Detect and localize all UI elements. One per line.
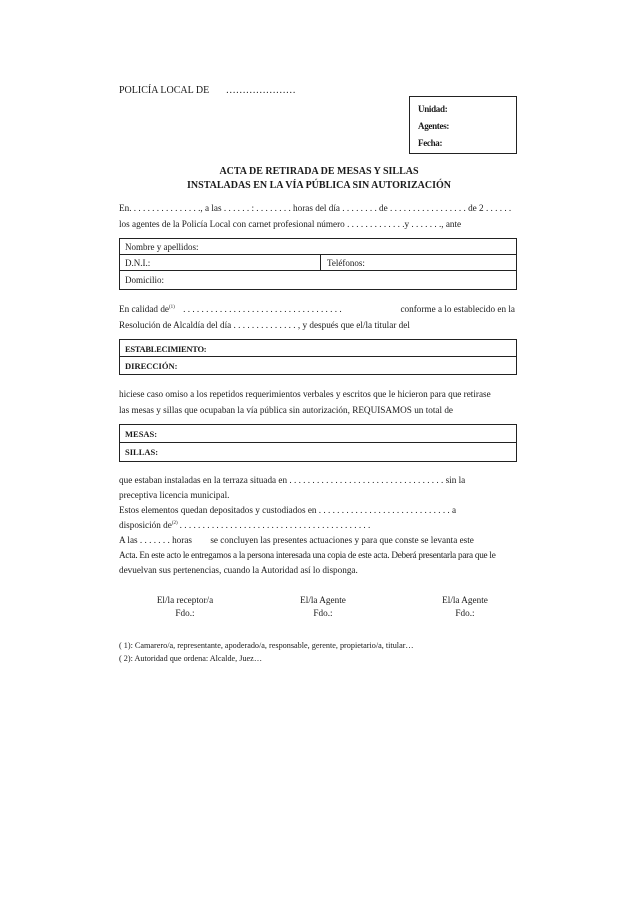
person-col-divider	[320, 255, 321, 270]
disposicion-dots: . . . . . . . . . . . . . . . . . . . . . . . . . . . . . . . . . . . . . . . . . .	[179, 520, 371, 530]
disposicion-footnote-ref: (2)	[171, 520, 178, 526]
signature-role: El/la Agente	[442, 595, 488, 605]
direccion-label: DIRECCIÓN:	[125, 361, 178, 371]
header-info-box	[409, 96, 517, 154]
body-line1: que estaban instaladas en la terraza situada en . . . . . . . . . . . . . . . . . . . . . . . . . . . . . . . . . . sin la	[119, 475, 466, 485]
mesas-label: MESAS:	[125, 429, 158, 439]
intro-line1: En. . . . . . . . . . . . . . . ., a las . . . . . . : . . . . . . . . horas del día . . . . . . . . de . . . . . . . . . . . . . . . . . de 2 . . . . . .	[119, 203, 512, 213]
signature-agente-1	[268, 595, 378, 618]
establecimiento-label: ESTABLECIMIENTO:	[125, 344, 207, 354]
telefonos-label: Teléfonos:	[327, 258, 365, 268]
calidad-footnote-ref: (1)	[169, 304, 175, 310]
calidad-prefix: En calidad de	[119, 304, 169, 314]
establishment-table	[119, 339, 517, 375]
fecha-label: Fecha:	[418, 138, 443, 148]
domicilio-label: Domicilio:	[125, 275, 164, 285]
body-line6: Acta. En este acto le entregamos a la persona interesada una copia de este acta. Deberá presentarla para que le	[119, 550, 496, 560]
intro-line2: los agentes de la Policía Local con carnet profesional número . . . . . . . . . . . . .y . . . . . . ., ante	[119, 219, 462, 229]
calidad-line1	[119, 304, 515, 314]
signature-fdo: Fdo.:	[175, 608, 195, 618]
disposicion-prefix: disposición de	[119, 520, 172, 530]
calidad-line2: Resolución de Alcaldía del día . . . . . . . . . . . . . . , y después que el/la titular del	[119, 320, 410, 330]
signature-agente-2	[410, 595, 520, 618]
policia-local-line	[119, 85, 296, 96]
dni-label: D.N.I.:	[125, 258, 151, 268]
signature-fdo: Fdo.:	[313, 608, 333, 618]
policia-dots: …………………	[225, 85, 296, 96]
signature-receptor	[130, 595, 240, 618]
body-line4	[119, 520, 370, 530]
person-row-divider-2	[120, 270, 516, 271]
sillas-label: SILLAS:	[125, 447, 159, 457]
unidad-label: Unidad:	[418, 104, 448, 114]
person-row-divider-1	[120, 254, 516, 255]
title-line1: ACTA DE RETIRADA DE MESAS Y SILLAS	[219, 166, 419, 177]
body-line5: A las . . . . . . . horas se concluyen las presentes actuaciones y para que conste se levanta este	[119, 535, 474, 545]
items-table	[119, 424, 517, 462]
body-line7: devuelvan sus pertenencias, cuando la Autoridad así lo disponga.	[119, 565, 358, 575]
title-line2: INSTALADAS EN LA VÍA PÚBLICA SIN AUTORIZACIÓN	[187, 180, 451, 191]
calidad-dots: . . . . . . . . . . . . . . . . . . . . . . . . . . . . . . . . . . .	[183, 304, 342, 314]
requisa-line1: hiciese caso omiso a los repetidos requerimientos verbales y escritos que le hicieron para que retirase	[119, 389, 491, 399]
establishment-row-divider	[120, 356, 516, 357]
policia-label: POLICÍA LOCAL DE	[119, 85, 210, 96]
footnote-2: ( 2): Autoridad que ordena: Alcalde, Juez…	[119, 654, 263, 663]
body-line3: Estos elementos quedan depositados y custodiados en . . . . . . . . . . . . . . . . . . . . . . . . . . . . . a	[119, 505, 457, 515]
items-row-divider	[120, 442, 516, 443]
person-table	[119, 238, 517, 290]
signature-role: El/la Agente	[300, 595, 346, 605]
signature-role: El/la receptor/a	[156, 595, 214, 605]
signature-fdo: Fdo.:	[455, 608, 475, 618]
footnote-1: ( 1): Camarero/a, representante, apoderado/a, responsable, gerente, propietario/a, titular…	[119, 641, 414, 650]
requisa-line2: las mesas y sillas que ocupaban la vía pública sin autorización, REQUISAMOS un total de	[119, 405, 453, 415]
calidad-suffix: conforme a lo establecido en la	[400, 304, 515, 314]
nombre-label: Nombre y apellidos:	[125, 242, 199, 252]
agentes-label: Agentes:	[418, 121, 450, 131]
body-line2: preceptiva licencia municipal.	[119, 490, 230, 500]
